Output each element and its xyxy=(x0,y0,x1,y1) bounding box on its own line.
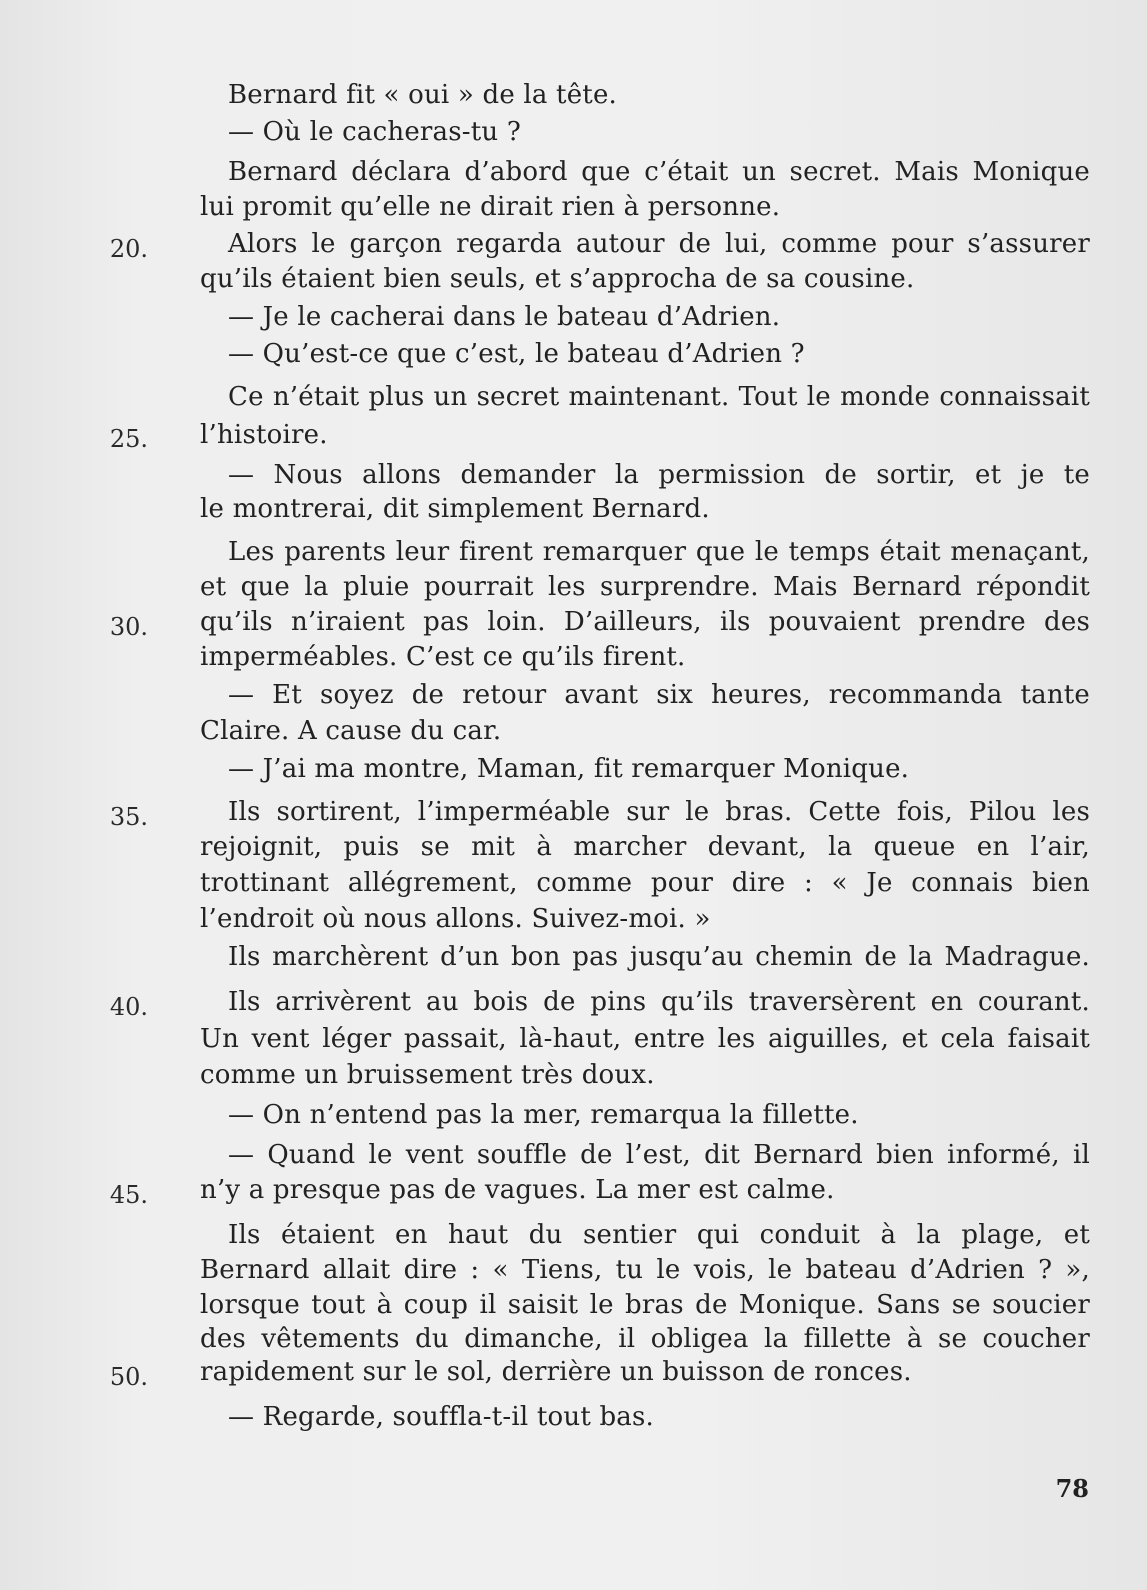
page-number: 78 xyxy=(1055,1474,1089,1503)
line-number: 25. xyxy=(109,425,148,453)
text-line: — On n’entend pas la mer, remarqua la fillette. xyxy=(228,1100,859,1130)
line-number: 40. xyxy=(109,993,148,1021)
text-line: Ce n’était plus un secret maintenant. Tout le monde connaissait xyxy=(228,382,1090,412)
text-line: imperméables. C’est ce qu’ils firent. xyxy=(200,642,686,672)
text-line: Ils marchèrent d’un bon pas jusqu’au chemin de la Madrague. xyxy=(228,942,1090,972)
text-line: rapidement sur le sol, derrière un buisson de ronces. xyxy=(200,1357,912,1387)
text-line: — Et soyez de retour avant six heures, recommanda tante xyxy=(228,680,1090,710)
text-line: — Quand le vent souffle de l’est, dit Bernard bien informé, il xyxy=(228,1140,1090,1170)
text-line: — Nous allons demander la permission de sortir, et je te xyxy=(228,460,1090,490)
text-line: Ils sortirent, l’imperméable sur le bras. Cette fois, Pilou les xyxy=(228,797,1090,827)
text-line: qu’ils n’iraient pas loin. D’ailleurs, ils pouvaient prendre des xyxy=(200,607,1090,637)
text-line: — Je le cacherai dans le bateau d’Adrien. xyxy=(228,302,781,332)
text-line: qu’ils étaient bien seuls, et s’approcha de sa cousine. xyxy=(200,264,915,294)
line-number: 45. xyxy=(109,1181,148,1209)
line-number: 50. xyxy=(109,1363,148,1391)
text-line: lorsque tout à coup il saisit le bras de Monique. Sans se soucier xyxy=(200,1290,1090,1320)
text-line: des vêtements du dimanche, il obligea la fillette à se coucher xyxy=(200,1324,1090,1354)
text-line: Ils arrivèrent au bois de pins qu’ils traversèrent en courant. xyxy=(228,987,1090,1017)
text-line: comme un bruissement très doux. xyxy=(200,1060,655,1090)
text-line: le montrerai, dit simplement Bernard. xyxy=(200,494,710,524)
text-line: — Qu’est-ce que c’est, le bateau d’Adrien ? xyxy=(228,339,805,369)
text-line: — J’ai ma montre, Maman, fit remarquer Monique. xyxy=(228,754,910,784)
text-line: rejoignit, puis se mit à marcher devant, la queue en l’air, xyxy=(200,832,1090,862)
text-line: trottinant allégrement, comme pour dire : « Je connais bien xyxy=(200,868,1090,898)
text-line: Un vent léger passait, là-haut, entre les aiguilles, et cela faisait xyxy=(200,1024,1090,1054)
text-line: et que la pluie pourrait les surprendre. Mais Bernard répondit xyxy=(200,572,1090,602)
line-number: 30. xyxy=(109,613,148,641)
text-line: Claire. A cause du car. xyxy=(200,716,502,746)
text-line: l’histoire. xyxy=(200,420,328,450)
line-number: 20. xyxy=(109,235,148,263)
text-line: — Regarde, souffla-t-il tout bas. xyxy=(228,1402,654,1432)
text-line: Alors le garçon regarda autour de lui, comme pour s’assurer xyxy=(228,229,1090,259)
text-line: — Où le cacheras-tu ? xyxy=(228,117,521,147)
line-number: 35. xyxy=(109,803,148,831)
text-line: Les parents leur firent remarquer que le temps était menaçant, xyxy=(228,537,1090,567)
text-line: Bernard déclara d’abord que c’était un secret. Mais Monique xyxy=(228,157,1090,187)
text-line: lui promit qu’elle ne dirait rien à personne. xyxy=(200,192,781,222)
text-line: n’y a presque pas de vagues. La mer est calme. xyxy=(200,1175,835,1205)
text-line: l’endroit où nous allons. Suivez-moi. » xyxy=(200,904,711,934)
text-line: Bernard allait dire : « Tiens, tu le vois, le bateau d’Adrien ? », xyxy=(200,1255,1090,1285)
text-line: Ils étaient en haut du sentier qui conduit à la plage, et xyxy=(228,1220,1090,1250)
text-line: Bernard fit « oui » de la tête. xyxy=(228,80,617,110)
